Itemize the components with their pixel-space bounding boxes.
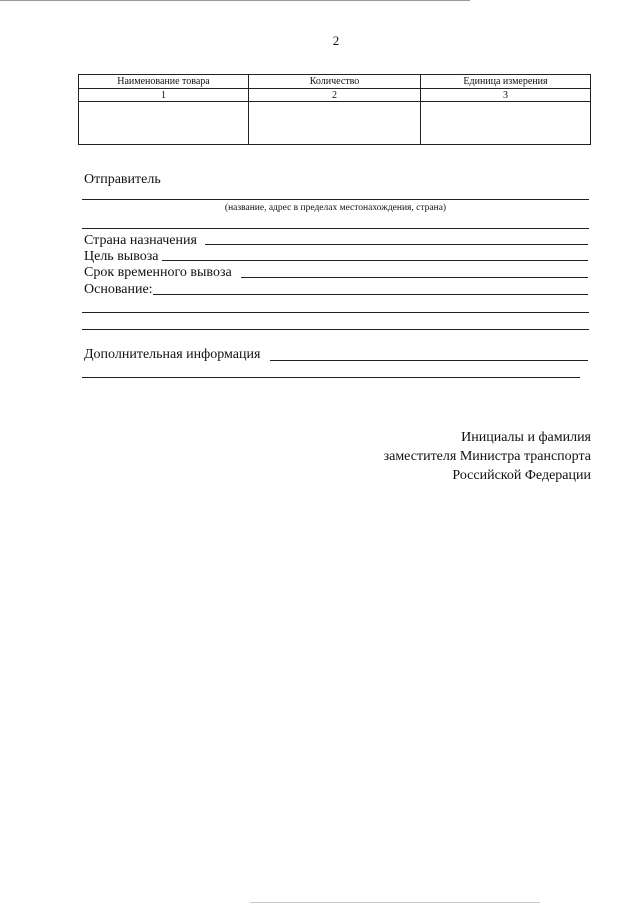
header-goods-name: Наименование товара xyxy=(79,75,249,89)
goods-name-cell[interactable] xyxy=(79,102,249,145)
page-bottom-edge xyxy=(250,902,540,903)
signature-position-line: заместителя Министра транспорта xyxy=(383,449,591,464)
quantity-cell[interactable] xyxy=(249,102,421,145)
basis-label: Основание: xyxy=(84,282,153,297)
basis-field-line-2[interactable] xyxy=(82,312,589,313)
table-header-row xyxy=(79,75,591,89)
page-top-edge xyxy=(0,0,470,1)
signature-initials-line: Инициалы и фамилия xyxy=(461,430,591,445)
destination-country-label: Страна назначения xyxy=(84,233,197,248)
header-quantity: Количество xyxy=(249,75,421,89)
additional-info-field-line-2[interactable] xyxy=(82,377,580,378)
column-number-1: 1 xyxy=(79,89,249,102)
column-number-3: 3 xyxy=(421,89,591,102)
table-row xyxy=(79,102,591,145)
temporary-export-term-label: Срок временного вывоза xyxy=(84,265,232,280)
sender-fill-line[interactable] xyxy=(82,199,589,200)
sender-fill-line-2[interactable] xyxy=(82,228,589,229)
export-purpose-label: Цель вывоза xyxy=(84,249,159,264)
goods-table xyxy=(78,74,591,145)
page-number: 2 xyxy=(332,33,340,48)
basis-field[interactable] xyxy=(153,294,588,295)
basis-field-line-3[interactable] xyxy=(82,329,589,330)
header-unit: Единица измерения xyxy=(421,75,591,89)
table-column-number-row xyxy=(79,89,591,102)
column-number-2: 2 xyxy=(249,89,421,102)
unit-cell[interactable] xyxy=(421,102,591,145)
additional-info-field[interactable] xyxy=(270,360,588,361)
temporary-export-term-field[interactable] xyxy=(241,277,588,278)
additional-info-label: Дополнительная информация xyxy=(84,347,261,362)
sender-caption: (название, адрес в пределах местонахождения, страна) xyxy=(224,203,447,213)
destination-country-field[interactable] xyxy=(205,244,588,245)
signature-organization-line: Российской Федерации xyxy=(452,468,591,483)
export-purpose-field[interactable] xyxy=(162,260,588,261)
sender-label: Отправитель xyxy=(84,172,161,187)
